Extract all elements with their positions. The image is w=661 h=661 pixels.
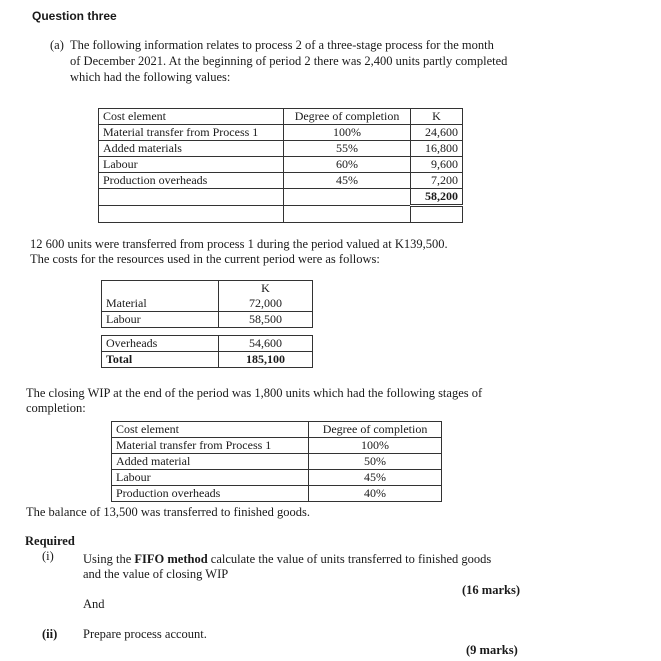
cell: Material transfer from Process 1 (99, 125, 284, 141)
closing-line-2: completion: (26, 401, 86, 415)
table-row (102, 352, 313, 368)
item-1-line-1: Using the FIFO method calculate the value of units transferred to finished goods (83, 552, 492, 566)
table-row (99, 189, 463, 206)
cell: 60% (284, 157, 411, 173)
table-row (99, 206, 463, 223)
required-label: Required (25, 534, 75, 548)
table-row (99, 109, 463, 125)
intro-line-1: The following information relates to process 2 of a three-stage process for the month (70, 38, 494, 52)
header-cell: K (219, 281, 313, 297)
opening-wip-table (98, 108, 463, 223)
table-row (99, 125, 463, 141)
balance-line: The balance of 13,500 was transferred to finished goods. (26, 505, 310, 519)
cell (411, 206, 463, 223)
question-title: Question three (32, 9, 117, 23)
cell: Production overheads (99, 173, 284, 189)
part-a-label: (a) (50, 38, 64, 52)
table-row (102, 312, 313, 328)
item-2-number: (ii) (42, 627, 58, 641)
and-text: And (83, 597, 105, 611)
closing-line-1: The closing WIP at the end of the period was 1,800 units which had the following stages of (26, 386, 483, 400)
cell: 58,500 (219, 312, 313, 328)
transfer-line-2: The costs for the resources used in the current period were as follows: (30, 252, 380, 266)
cell: Production overheads (112, 486, 309, 502)
table-row (99, 173, 463, 189)
cell: 55% (284, 141, 411, 157)
cell (99, 189, 284, 206)
item-2-marks: (9 marks) (466, 643, 518, 657)
cell: Material transfer from Process 1 (112, 438, 309, 454)
cell: 16,800 (411, 141, 463, 157)
table-row (99, 157, 463, 173)
cell: Added material (112, 454, 309, 470)
cell: Labour (99, 157, 284, 173)
cell: Total (102, 352, 219, 368)
table-row (112, 438, 442, 454)
cell: 54,600 (219, 336, 313, 352)
item-2-text: Prepare process account. (83, 627, 207, 641)
header-cell: Degree of completion (309, 422, 442, 438)
header-cell: K (411, 109, 463, 125)
cell: Labour (102, 312, 219, 328)
table-row (102, 336, 313, 352)
cell: 185,100 (219, 352, 313, 368)
fifo-method-emphasis: FIFO method (134, 552, 208, 566)
cell: Labour (112, 470, 309, 486)
cell: 7,200 (411, 173, 463, 189)
table-row (112, 422, 442, 438)
cell: 72,000 (219, 296, 313, 312)
table-row (112, 470, 442, 486)
cell (284, 206, 411, 223)
table-row (112, 454, 442, 470)
cost-table-bottom (101, 335, 313, 368)
header-cell: Degree of completion (284, 109, 411, 125)
cell: 45% (309, 470, 442, 486)
table-row (102, 296, 313, 312)
transfer-line-1: 12 600 units were transferred from process 1 during the period valued at K139,500. (30, 237, 448, 251)
cell: Added materials (99, 141, 284, 157)
cell: 9,600 (411, 157, 463, 173)
intro-line-2: of December 2021. At the beginning of period 2 there was 2,400 units partly completed (70, 54, 508, 68)
cost-table-top (101, 280, 313, 328)
table-row (112, 486, 442, 502)
cell: 40% (309, 486, 442, 502)
header-cell: Cost element (112, 422, 309, 438)
cell: 100% (284, 125, 411, 141)
cell: 24,600 (411, 125, 463, 141)
cell (284, 189, 411, 206)
cell: 50% (309, 454, 442, 470)
cell: Overheads (102, 336, 219, 352)
item-1-number: (i) (42, 549, 54, 563)
header-cell: Cost element (99, 109, 284, 125)
cell: Material (102, 296, 219, 312)
item-1-line-2: and the value of closing WIP (83, 567, 229, 581)
item-1-marks: (16 marks) (462, 583, 520, 597)
total-cell: 58,200 (411, 189, 463, 206)
intro-line-3: which had the following values: (70, 70, 231, 84)
table-row (102, 281, 313, 297)
cell: 100% (309, 438, 442, 454)
cell: 45% (284, 173, 411, 189)
cell (99, 206, 284, 223)
closing-wip-table (111, 421, 442, 502)
table-row (99, 141, 463, 157)
